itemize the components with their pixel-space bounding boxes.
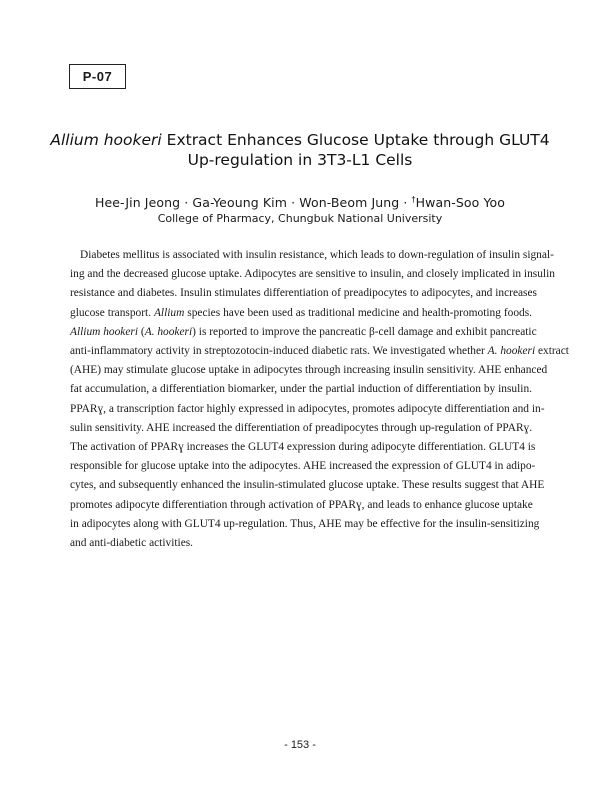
- abstract-line: sulin sensitivity. AHE increased the differentiation of preadipocytes through up-regulation of PPARɣ.: [70, 421, 533, 434]
- title-line-1-text: Extract Enhances Glucose Uptake through GLUT4: [161, 131, 550, 149]
- title-species-name: Allium hookeri: [50, 131, 162, 149]
- page-number: - 153 -: [284, 739, 316, 751]
- poster-number-badge: P-07: [69, 64, 126, 89]
- abstract-line: Allium hookeri (A. hookeri) is reported to improve the pancreatic β-cell damage and exhibit pancreatic: [70, 325, 537, 338]
- corresponding-author-name: Hwan-Soo Yoo: [415, 195, 506, 210]
- affiliation: College of Pharmacy, Chungbuk National University: [157, 212, 443, 225]
- author-list: [40, 191, 560, 212]
- corresponding-author-mark: †: [411, 195, 416, 204]
- title-line-2: Up-regulation in 3T3-L1 Cells: [187, 151, 413, 169]
- abstract-line: The activation of PPARɣ increases the GLUT4 expression during adipocyte differentiation. GLUT4 is: [70, 441, 536, 453]
- abstract-line: resistance and diabetes. Insulin stimulates differentiation of preadipocytes to adipocytes, and increases: [70, 287, 537, 300]
- abstract-line: promotes adipocyte differentiation through activation of PPARɣ, and leads to enhance glucose uptake: [70, 498, 533, 511]
- abstract-line: glucose transport. Allium species have been used as traditional medicine and health-promoting foods.: [70, 306, 532, 319]
- abstract-line: ing and the decreased glucose uptake. Adipocytes are sensitive to insulin, and closely implicated in insulin: [70, 268, 555, 281]
- abstract-line: PPARɣ, a transcription factor highly expressed in adipocytes, promotes adipocyte differentiation and in-: [70, 402, 545, 415]
- abstract-line: fat accumulation, a differentiation biomarker, under the partial induction of differentiation by insulin.: [70, 383, 532, 396]
- abstract-line: responsible for glucose uptake into the adipocytes. AHE increased the expression of GLUT4 in adipo-: [70, 460, 536, 473]
- abstract-line: and anti-diabetic activities.: [70, 537, 194, 549]
- abstract-line: anti-inflammatory activity in streptozotocin-induced diabetic rats. We investigated whether A. hookeri extract: [70, 345, 569, 357]
- abstract-line: in adipocytes along with GLUT4 up-regulation. Thus, AHE may be effective for the insulin-sensitizing: [70, 517, 540, 530]
- title-line-1: [40, 130, 560, 150]
- abstract-line: cytes, and subsequently enhanced the insulin-stimulated glucose uptake. These results suggest that AHE: [70, 479, 545, 492]
- authors-text: Hee-Jin Jeong · Ga-Yeoung Kim · Won-Beom Jung ·: [94, 195, 412, 210]
- abstract-line: Diabetes mellitus is associated with insulin resistance, which leads to down-regulation of insulin signal-: [80, 249, 554, 261]
- abstract-line: (AHE) may stimulate glucose uptake in adipocytes through increasing insulin sensitivity. AHE enhanced: [70, 364, 548, 377]
